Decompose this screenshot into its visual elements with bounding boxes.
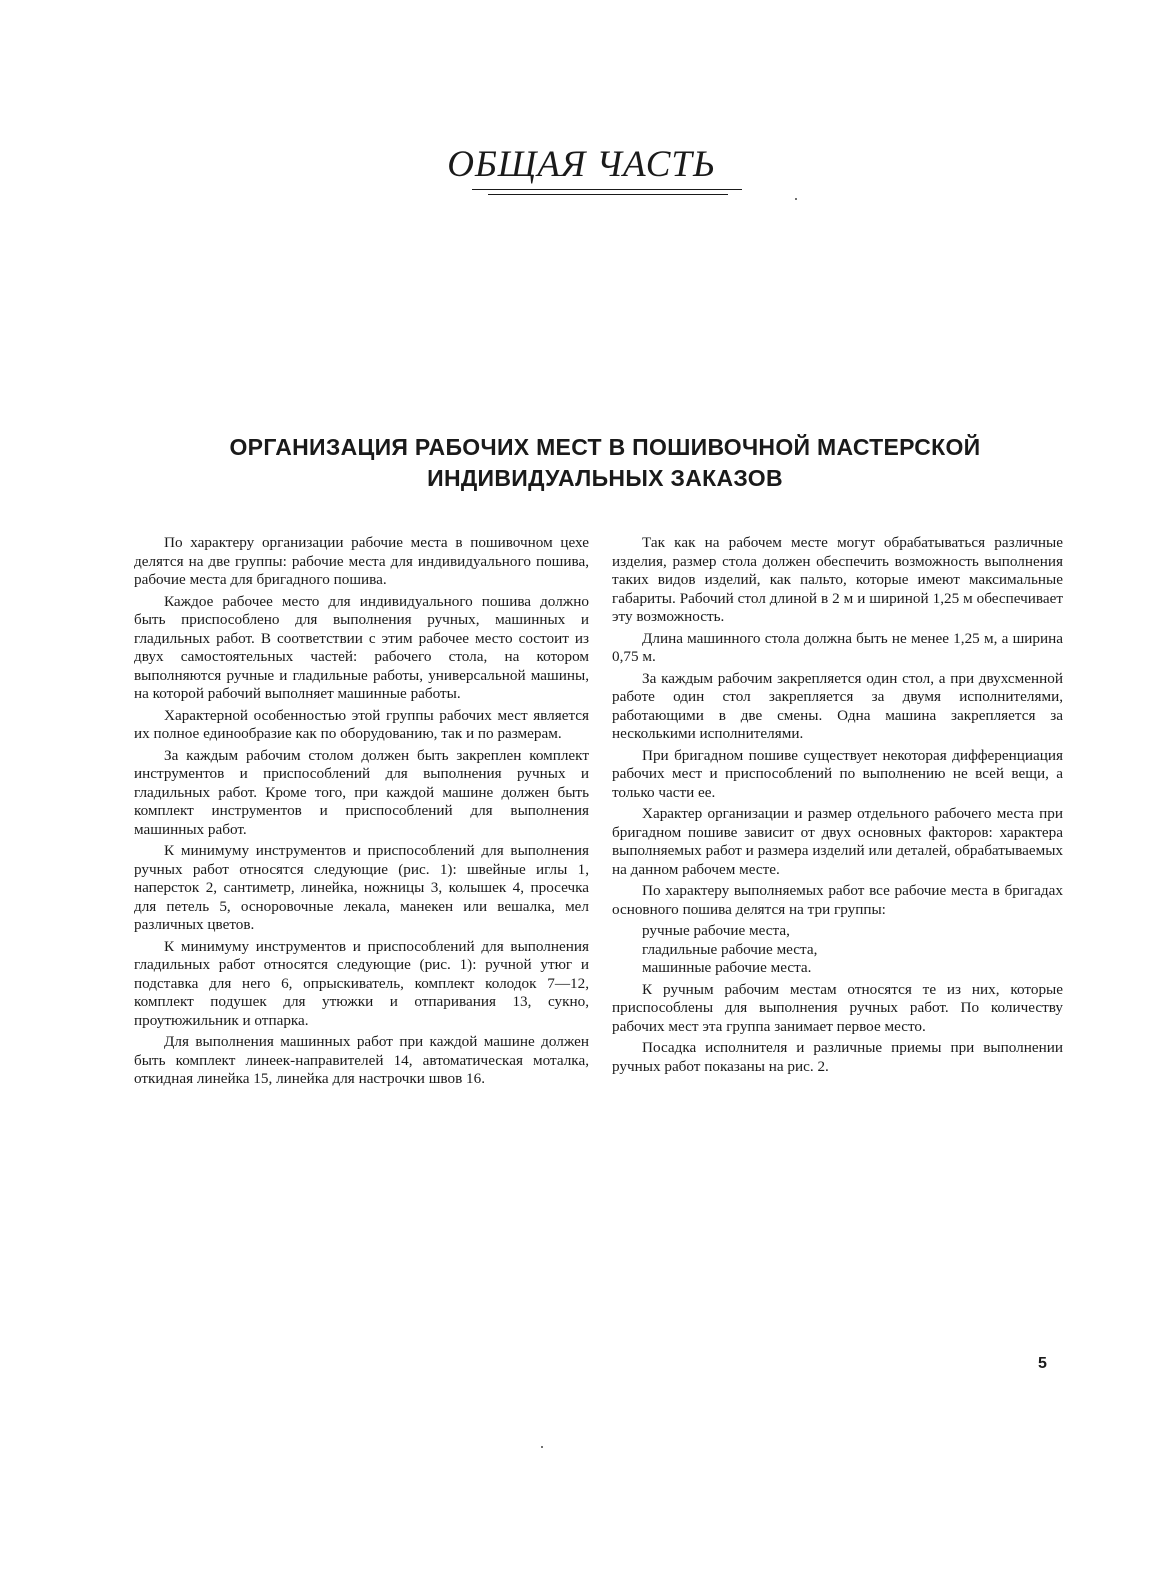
title-underline [472, 189, 742, 190]
list-item: гладильные рабочие места, [642, 940, 818, 958]
page-number: 5 [1038, 1355, 1047, 1372]
paragraph: К минимуму инструментов и приспособлений для выполнения ручных работ относятся следующие (рис. 1): швейные иглы 1, наперсток 2, сантиметр, линейка, ножницы 3, колышек 4, просечка для петель 5, осноровочные лекала, манекен или вешалка, мел различных цветов. [134, 842, 589, 933]
part-title: ОБЩАЯ ЧАСТЬ [447, 144, 716, 185]
article-title-line-1: ОРГАНИЗАЦИЯ РАБОЧИХ МЕСТ В ПОШИВОЧНОЙ МАСТЕРСКОЙ [229, 434, 981, 460]
paragraph: Так как на рабочем месте могут обрабатываться различные изделия, размер стола должен обеспечить возможность выполнения таких видов изделий, как пальто, которые имеют максимальные габариты. Рабочий стол длиной в 2 м и шириной 1,25 м обеспечивает эту возможность. [612, 534, 1063, 625]
paragraph: По характеру организации рабочие места в пошивочном цехе делятся на две группы: рабочие места для индивидуального пошива, рабочие места для бригадного пошива. [134, 534, 589, 588]
scan-speck [541, 1446, 543, 1448]
paragraph: За каждым рабочим закрепляется один стол, а при двухсменной работе один стол закрепляется за двумя исполнителями, работающими в две смены. Одна машина закрепляется за несколькими исполнителями. [612, 669, 1063, 742]
paragraph: К ручным рабочим местам относятся те из них, которые приспособлены для выполнения ручных работ. По количеству рабочих мест эта группа занимает первое место. [612, 980, 1063, 1035]
list-item: машинные рабочие места. [642, 959, 812, 976]
left-column [134, 534, 589, 1092]
right-column [612, 534, 1063, 1079]
paragraph: Каждое рабочее место для индивидуального пошива должно быть приспособлено для выполнения ручных, машинных и гладильных работ. В соответствии с этим рабочее место состоит из двух самостоятельных частей: рабочего стола, на котором выполняются ручные и гладильные работы, универсальной машины, на которой рабочий выполняет машинные работы. [134, 592, 589, 702]
paragraph: Характер организации и размер отдельного рабочего места при бригадном пошиве зависит от двух основных факторов: характера выполняемых работ и размера изделий или деталей, обрабатываемых на данном рабочем месте. [612, 805, 1063, 878]
paragraph: Посадка исполнителя и различные приемы при выполнении ручных работ показаны на рис. 2. [612, 1039, 1063, 1075]
list-item: ручные рабочие места, [642, 922, 790, 939]
paragraph: При бригадном пошиве существует некоторая дифференциация рабочих мест и приспособлений по выполнению не всей вещи, а только части ее. [612, 746, 1063, 801]
paragraph: По характеру выполняемых работ все рабочие места в бригадах основного пошива делятся на три группы: [612, 882, 1063, 918]
scan-speck [795, 198, 797, 200]
paragraph: Характерной особенностью этой группы рабочих мест является их полное единообразие как по оборудованию, так и по размерам. [134, 706, 589, 742]
paragraph: К минимуму инструментов и приспособлений для выполнения гладильных работ относятся следующие (рис. 1): ручной утюг и подставка для него 6, опрыскиватель, комплект колодок 7—12, комплект подушек для утюжки и отпаривания 13, сукно, проутюжильник и отпарка. [134, 937, 589, 1029]
paragraph: За каждым рабочим столом должен быть закреплен комплект инструментов и приспособлений для выполнения ручных и гладильных работ. Кроме того, при каждой машине должен быть комплект инструментов и приспособлений для выполнения машинных работ. [134, 746, 589, 838]
title-underline-secondary [488, 194, 728, 195]
paragraph: Длина машинного стола должна быть не менее 1,25 м, а ширина 0,75 м. [612, 629, 1063, 665]
article-title [130, 432, 1080, 494]
paragraph: Для выполнения машинных работ при каждой машине должен быть комплект линеек-направителей 14, автоматическая моталка, откидная линейка 15, линейка для настрочки швов 16. [134, 1033, 589, 1087]
article-title-line-2: ИНДИВИДУАЛЬНЫХ ЗАКАЗОВ [427, 465, 783, 491]
